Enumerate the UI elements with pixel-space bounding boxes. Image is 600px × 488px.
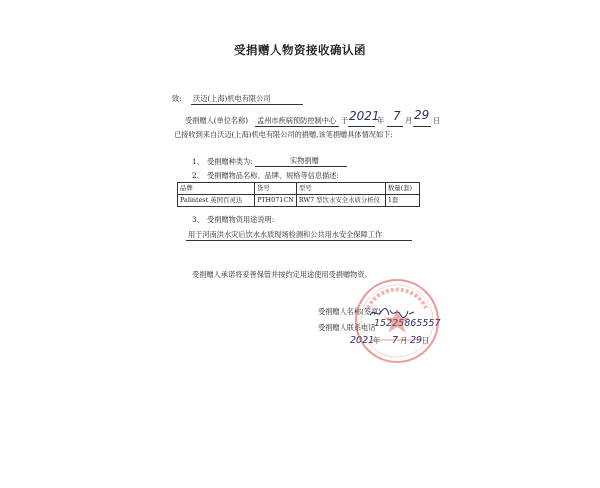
table-header-cell: 品牌 [178, 183, 255, 195]
sign-date-year: 2021 [350, 335, 375, 346]
contact-label: 受捐赠人联系电话 [318, 323, 376, 332]
day-unit: 日 [433, 116, 441, 125]
item-3-label: 受捐赠物资用途说明: [207, 215, 275, 224]
salutation-prefix: 致: [172, 94, 182, 103]
date-day: 29 [414, 108, 430, 122]
month-unit: 月 [405, 116, 413, 125]
table-header-cell: 数量(套) [385, 183, 419, 195]
month-underline [387, 126, 403, 127]
commitment-text: 受捐赠人承诺将妥善保管并按约定用途使用受捐赠物资。 [192, 270, 372, 279]
item-1-value: 实物捐赠 [290, 156, 319, 165]
intro-line-2: 已接收到来自沃迈(上海)机电有限公司的捐赠,该笔捐赠具体情况如下: [174, 130, 393, 139]
year-unit: 年 [377, 116, 385, 125]
signee-name-label: 受捐赠人名称(签章) [318, 307, 382, 316]
date-prefix: 于 [341, 116, 349, 125]
table-cell-brand: Palintest 英国百灵达 [178, 195, 255, 207]
intro-prefix: 受捐赠人(单位名称) [185, 116, 249, 125]
document-title: 受捐赠人物资接收确认函 [234, 43, 366, 57]
year-underline [348, 126, 375, 127]
sign-date-month-unit: 月 [400, 336, 408, 345]
donee-name: 孟州市疾病预防控制中心 [257, 116, 337, 125]
table-cell-model: RW7 型饮水安全水质分析仪 [296, 195, 385, 207]
date-year: 2021 [349, 109, 380, 123]
official-seal-icon [352, 276, 442, 366]
sign-date-day-unit: 日 [422, 336, 430, 345]
day-underline [413, 126, 431, 127]
table-cell-quantity: 1套 [385, 195, 419, 207]
donee-underline [255, 126, 339, 127]
date-month: 7 [393, 109, 401, 123]
item-3-underline [186, 240, 412, 241]
contact-phone: 15225865557 [374, 318, 441, 329]
item-1-label: 受捐赠种类为: [207, 157, 253, 166]
table-header-row [178, 183, 420, 195]
sign-date-month: 7 [392, 335, 399, 346]
item-2-label: 受捐赠物品名称、品牌、规格等信息描述: [207, 171, 339, 180]
salutation-recipient: 沃迈(上海)机电有限公司 [193, 94, 271, 103]
item-3-value: 用于河南洪水灾后饮水水质现场检测和公共用水安全保障工作 [188, 230, 383, 239]
item-2-number: 2、 [192, 171, 204, 180]
item-3-number: 3、 [192, 215, 204, 224]
donation-items-table [177, 182, 420, 207]
recipient-underline [191, 104, 303, 105]
sign-date-year-unit: 年 [373, 336, 381, 345]
table-header-cell: 货号 [255, 183, 297, 195]
item-1-number: 1、 [192, 157, 204, 166]
table-header-cell: 型号 [296, 183, 385, 195]
sign-date-day: 29 [410, 335, 423, 346]
item-1-underline [255, 166, 347, 167]
table-cell-sku: PTH071CN [255, 195, 297, 207]
table-row [178, 195, 420, 207]
